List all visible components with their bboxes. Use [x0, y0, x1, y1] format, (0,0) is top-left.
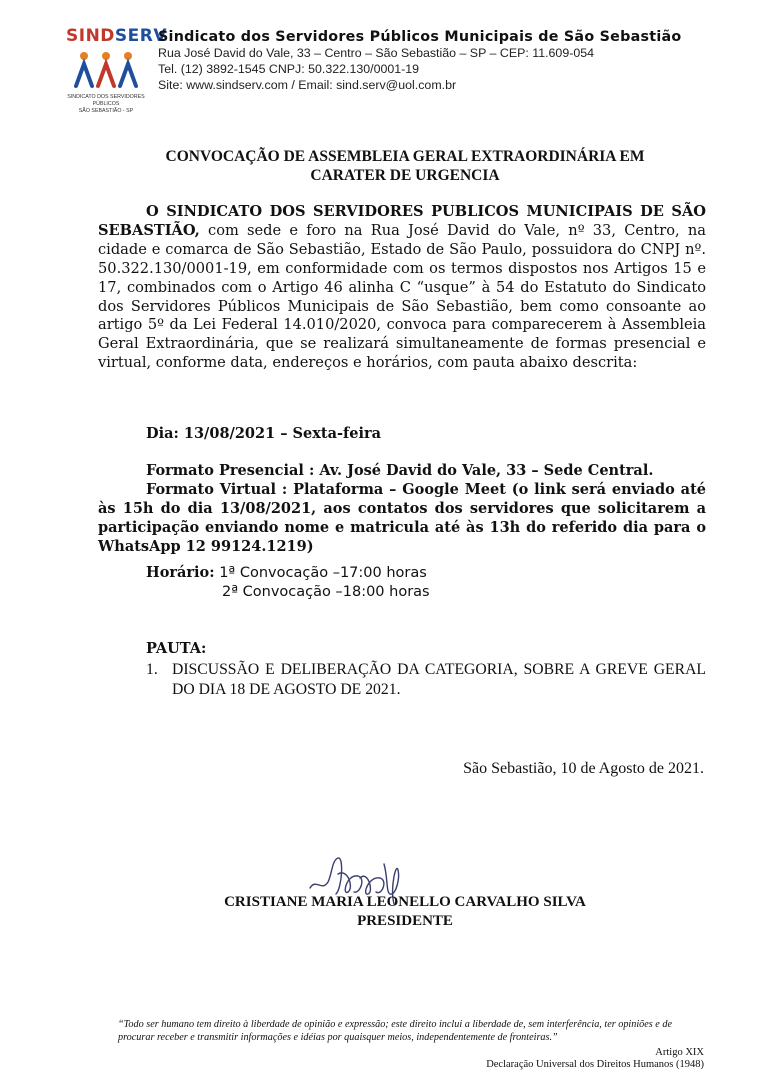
virtual-format: Formato Virtual : Plataforma – Google Meet (o link será enviado até às 15h do dia 13/08/2021, aos contatos dos servidores que solicitarem a participação enviando nome e matricula até às 13h do referido dia para o WhatsApp 12 99124.1219) — [98, 481, 706, 555]
address-line: Rua José David do Vale, 33 – Centro – São Sebastião – SP – CEP: 11.609-054 — [158, 46, 595, 60]
agenda-label: PAUTA: — [146, 640, 207, 657]
schedule — [146, 563, 430, 602]
document-title — [110, 147, 700, 185]
title-line-1: CONVOCAÇÃO DE ASSEMBLEIA GERAL EXTRAORDINÁRIA EM — [165, 148, 645, 165]
place-date: São Sebastião, 10 de Agosto de 2021. — [463, 760, 704, 777]
agenda-item-text: DISCUSSÃO E DELIBERAÇÃO DA CATEGORIA, SOBRE A GREVE GERAL DO DIA 18 DE AGOSTO DE 2021. — [172, 661, 706, 698]
convocation-paragraph — [98, 203, 706, 373]
footer-declaration: Declaração Universal dos Direitos Humanos (1948) — [486, 1059, 704, 1070]
phone-cnpj-line: Tel. (12) 3892-1545 CNPJ: 50.322.130/0001-19 — [158, 62, 420, 76]
sindserv-logo — [60, 26, 168, 118]
agenda-item-number: 1. — [146, 661, 158, 678]
footer-article: Artigo XIX — [655, 1047, 704, 1058]
title-line-2: CARATER DE URGENCIA — [310, 167, 500, 184]
schedule-label: Horário: — [146, 564, 215, 581]
union-name-bold: O SINDICATO DOS SERVIDORES PUBLICOS MUNICIPAIS DE SÃO SEBASTIÃO, — [98, 203, 706, 239]
meeting-date: Dia: 13/08/2021 – Sexta-feira — [146, 425, 381, 442]
site-email-line: Site: www.sindserv.com / Email: sind.serv@uol.com.br — [158, 78, 457, 92]
signer-name: CRISTIANE MARIA LEONELLO CARVALHO SILVA — [224, 894, 586, 910]
footer-quote: “Todo ser humano tem direito à liberdade de opinião e expressão; este direito inclui a liberdade de, sem interferência, ter opiniões e de procurar receber e transmitir informações e idéias por quaisquer meios, independentemente de fronteiras.” — [118, 1019, 672, 1043]
first-call: 1ª Convocação –17:00 horas — [219, 565, 427, 581]
signer-block — [110, 893, 700, 931]
convocation-text: com sede e foro na Rua José David do Vale, nº 33, Centro, na cidade e comarca de São Sebastião, Estado de São Paulo, possuidora do CNPJ nº. 50.322.130/0001-19, em conformidade com os termos dispostos nos Artigos 15 e 17, combinados com o Artigo 46 alinha C “usque” à 54 do Estatuto do Sindicato dos Servidores Públicos Municipais de São Sebastião, bem como consoante ao artigo 5º da Lei Federal 14.010/2020, convoca para comparecerem à Assembleia Geral Extraordinária, que se realizará simultaneamente de formas presencial e virtual, conforme data, endereços e horários, com pauta abaixo descrita: — [98, 221, 706, 372]
logo-wordmark: SINDSERV — [66, 26, 168, 46]
second-call: 2ª Convocação –18:00 horas — [222, 584, 430, 600]
agenda-list — [146, 660, 706, 700]
list-item — [146, 660, 706, 700]
people-figures-icon — [74, 50, 138, 90]
logo-caption: SINDICATO DOS SERVIDORES PÚBLICOS SÃO SEBASTIÃO - SP — [67, 94, 145, 114]
presential-format: Formato Presencial : Av. José David do Vale, 33 – Sede Central. — [146, 462, 654, 479]
signer-role: PRESIDENTE — [357, 913, 453, 929]
organization-name: Sindicato dos Servidores Públicos Municipais de São Sebastião — [158, 29, 682, 45]
